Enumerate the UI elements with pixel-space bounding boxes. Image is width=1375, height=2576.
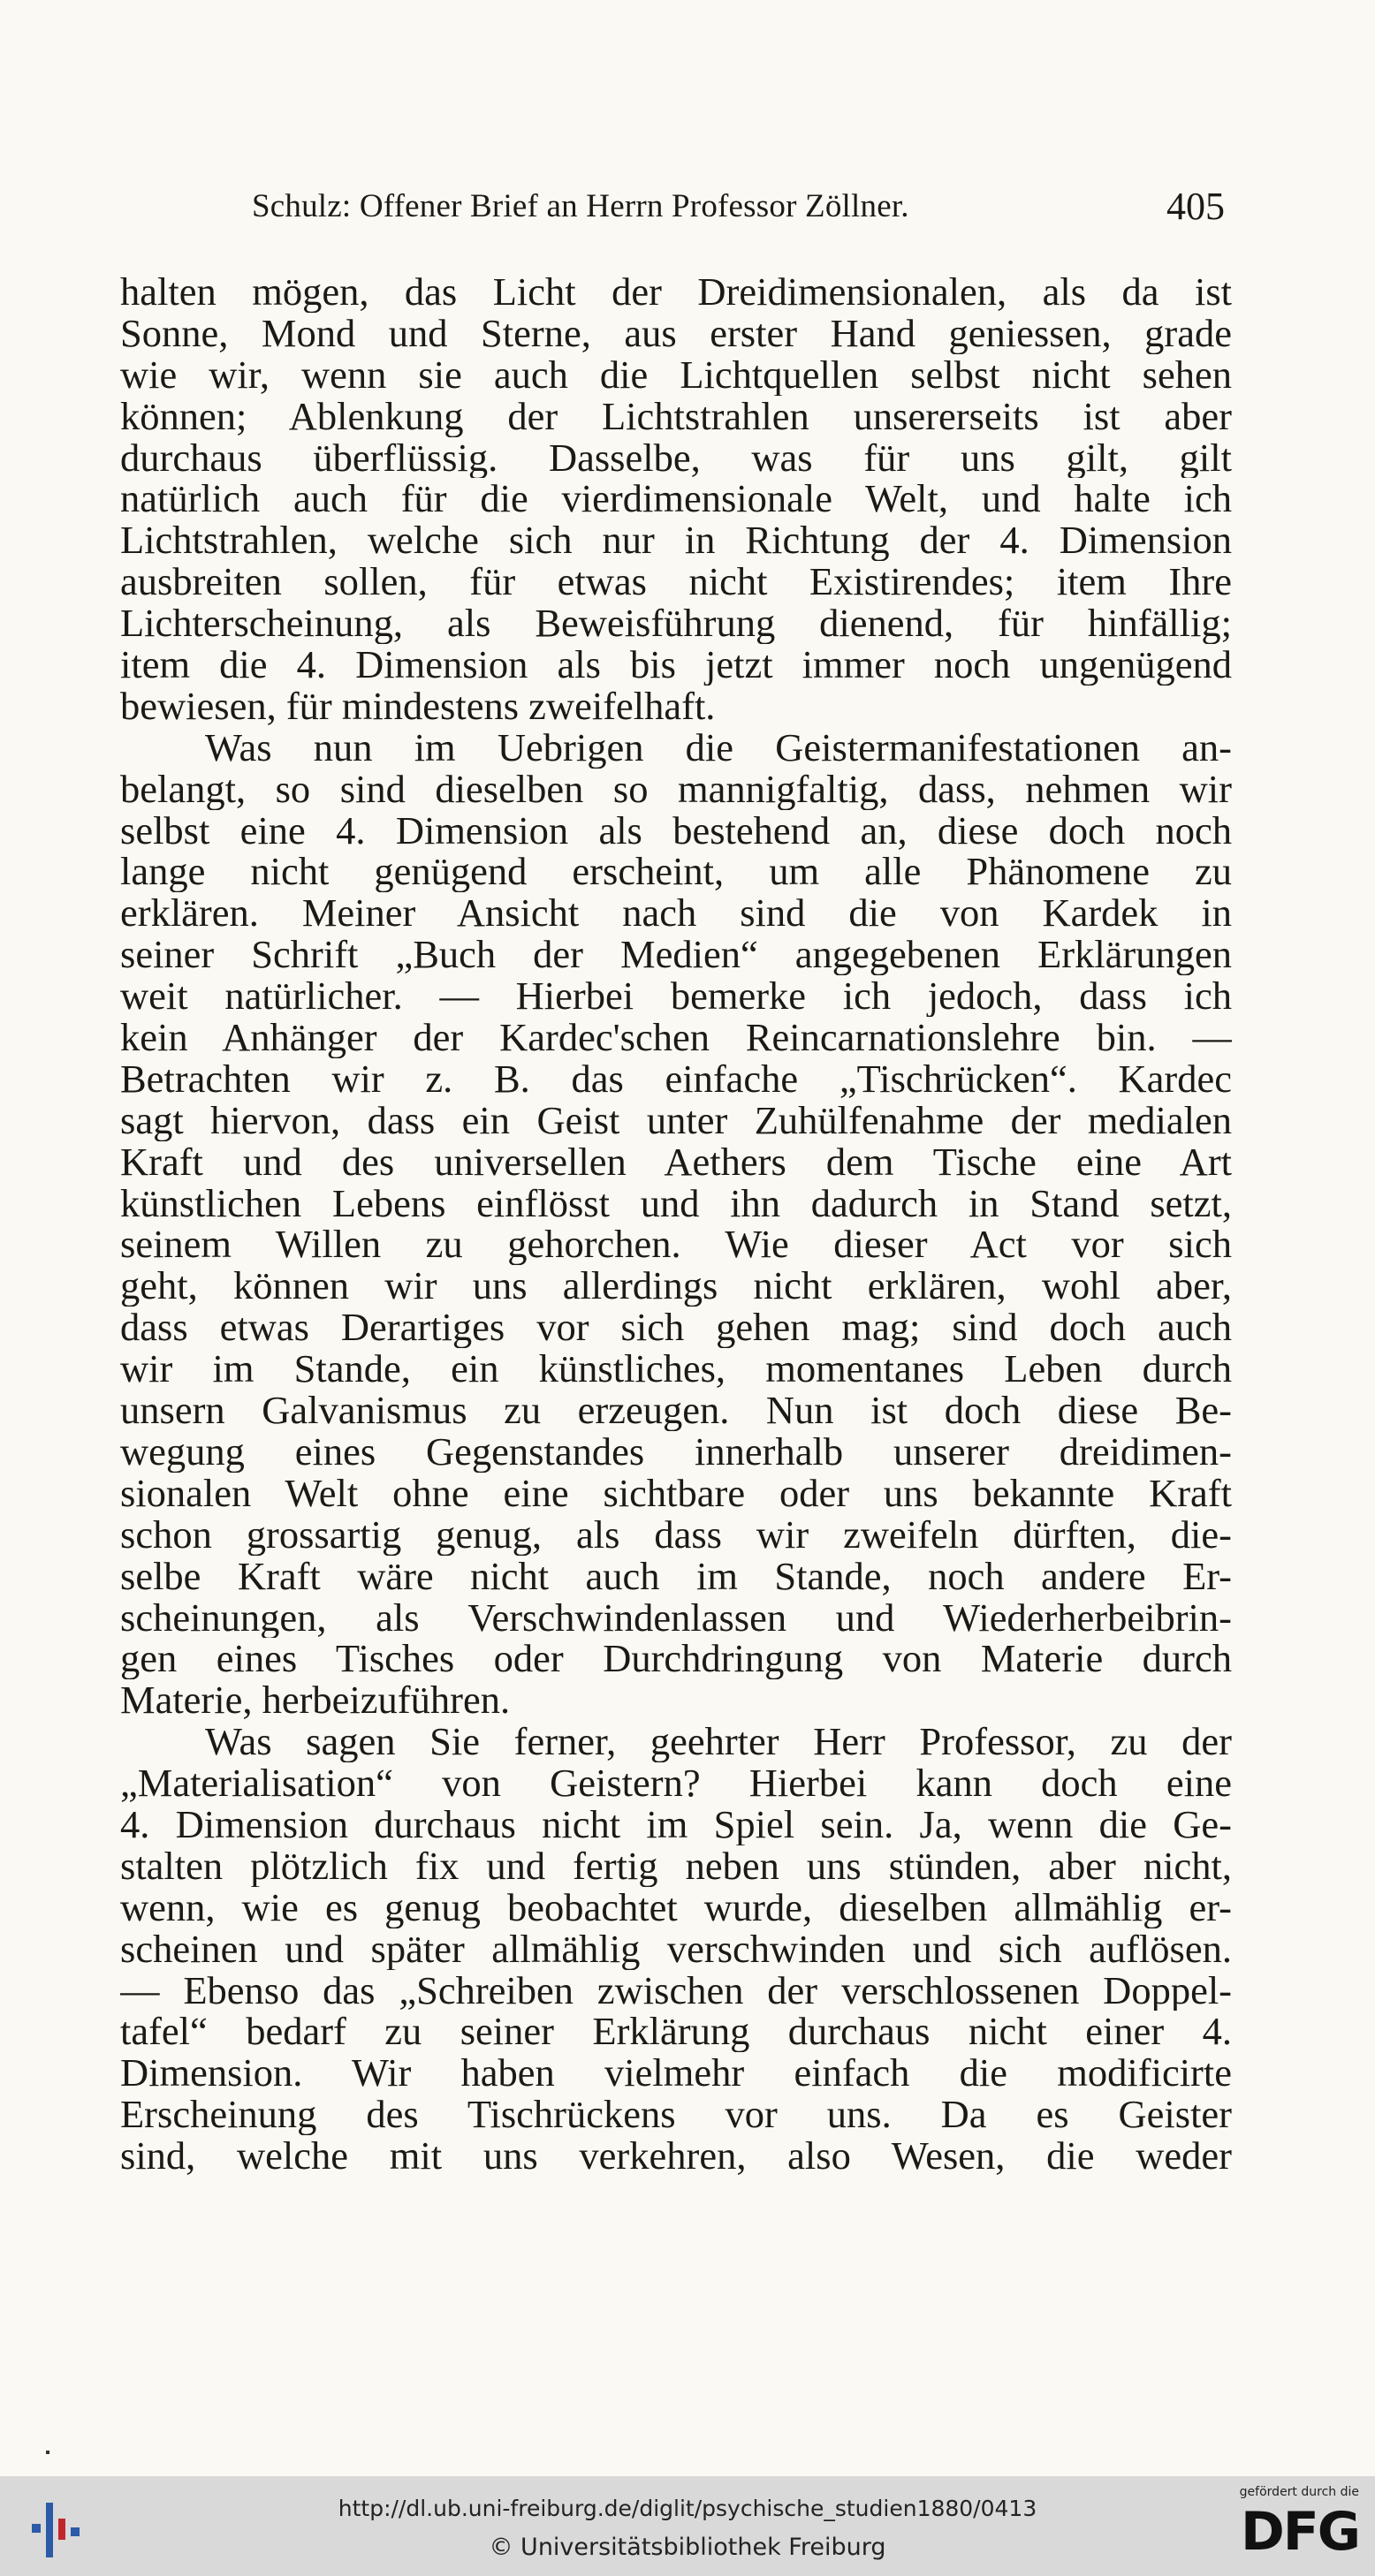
- body-text: [120, 271, 1232, 2177]
- paragraph-end-line: bewiesen, für mindestens zweifelhaft.: [120, 685, 716, 727]
- page-number: 405: [1166, 185, 1225, 228]
- dfg-logo: DFG: [1240, 2501, 1359, 2563]
- text-line: wie wir, wenn sie auch die Lichtquellen selbst nicht sehen: [120, 353, 1232, 396]
- paragraph-end-line: Materie, herbeizuführen.: [120, 1679, 511, 1722]
- text-line: — Ebenso das „Schreiben zwischen der verschlossenen Doppel-: [120, 1969, 1232, 2012]
- text-line: künstlichen Lebens einflösst und ihn dadurch in Stand setzt,: [120, 1182, 1232, 1224]
- text-line: Sonne, Mond und Sterne, aus erster Hand geniessen, grade: [120, 312, 1232, 354]
- text-line: halten mögen, das Licht der Dreidimensionalen, als da ist: [120, 271, 1232, 313]
- text-line: geht, können wir uns allerdings nicht erklären, wohl aber,: [120, 1265, 1232, 1307]
- text-line: scheinen und später allmählig verschwinden und sich auflösen.: [120, 1928, 1232, 1970]
- text-line: sionalen Welt ohne eine sichtbare oder uns bekannte Kraft: [120, 1472, 1232, 1514]
- text-line: erklären. Meiner Ansicht nach sind die von Kardek in: [120, 892, 1232, 935]
- running-title: Schulz: Offener Brief an Herrn Professor Zöllner.: [252, 188, 909, 224]
- text-line: Dimension. Wir haben vielmehr einfach die modificirte: [120, 2052, 1232, 2095]
- text-line: Lichterscheinung, als Beweisführung dienend, für hinfällig;: [120, 602, 1232, 645]
- footer-copyright: © Universitätsbibliothek Freiburg: [489, 2534, 886, 2561]
- scan-speck: [46, 2451, 49, 2454]
- text-line: wir im Stande, ein künstliches, momentanes Leben durch: [120, 1348, 1232, 1390]
- paragraph-start-line: Was sagen Sie ferner, geehrter Herr Professor, zu der: [205, 1721, 1232, 1763]
- paragraph-start-line: Was nun im Uebrigen die Geistermanifestationen an-: [205, 726, 1232, 769]
- text-line: ausbreiten sollen, für etwas nicht Existirendes; item Ihre: [120, 561, 1232, 603]
- text-line: lange nicht genügend erscheint, um alle Phänomene zu: [120, 851, 1232, 893]
- text-line: gen eines Tisches oder Durchdringung von Materie durch: [120, 1638, 1232, 1680]
- text-line: unsern Galvanismus zu erzeugen. Nun ist doch diese Be-: [120, 1390, 1232, 1431]
- text-line: natürlich auch für die vierdimensionale Welt, und halte ich: [120, 478, 1232, 520]
- text-line: sagt hiervon, dass ein Geist unter Zuhülfenahme der medialen: [120, 1099, 1232, 1141]
- text-line: seiner Schrift „Buch der Medien“ angegebenen Erklärungen: [120, 934, 1232, 976]
- text-line: dass etwas Derartiges vor sich gehen mag; sind doch auch: [120, 1307, 1232, 1349]
- text-line: item die 4. Dimension als bis jetzt immer noch ungenügend: [120, 644, 1232, 686]
- text-line: kein Anhänger der Kardec'schen Reincarnationslehre bin. —: [120, 1017, 1232, 1058]
- text-line: schon grossartig genug, als dass wir zweifeln dürften, die-: [120, 1513, 1232, 1556]
- text-line: wegung eines Gegenstandes innerhalb unserer dreidimen-: [120, 1430, 1232, 1473]
- text-line: Lichtstrahlen, welche sich nur in Richtung der 4. Dimension: [120, 519, 1232, 562]
- text-line: Betrachten wir z. B. das einfache „Tischrücken“. Kardec: [120, 1057, 1232, 1100]
- text-line: tafel“ bedarf zu seiner Erklärung durchaus nicht einer 4.: [120, 2011, 1232, 2053]
- text-line: sind, welche mit uns verkehren, also Wesen, die weder: [120, 2135, 1232, 2177]
- footer-bar: [0, 2476, 1375, 2576]
- text-line: Erscheinung des Tischrückens vor uns. Da es Geister: [120, 2094, 1232, 2136]
- text-line: selbe Kraft wäre nicht auch im Stande, noch andere Er-: [120, 1555, 1232, 1597]
- text-line: wenn, wie es genug beobachtet wurde, dieselben allmählig er-: [120, 1886, 1232, 1928]
- text-line: weit natürlicher. — Hierbei bemerke ich jedoch, dass ich: [120, 975, 1232, 1018]
- footer-url-link[interactable]: http://dl.ub.uni-freiburg.de/diglit/psychische_studien1880/0413: [338, 2496, 1037, 2521]
- text-line: belangt, so sind dieselben so mannigfaltig, dass, nehmen wir: [120, 768, 1232, 810]
- text-line: 4. Dimension durchaus nicht im Spiel sein. Ja, wenn die Ge-: [120, 1803, 1232, 1845]
- text-line: können; Ablenkung der Lichtstrahlen unsererseits ist aber: [120, 395, 1232, 437]
- text-line: durchaus überflüssig. Dasselbe, was für uns gilt, gilt: [120, 436, 1232, 479]
- text-line: selbst eine 4. Dimension als bestehend an, diese doch noch: [120, 809, 1232, 852]
- funding-note: gefördert durch die: [1239, 2485, 1359, 2499]
- text-line: stalten plötzlich fix und fertig neben uns stünden, aber nicht,: [120, 1845, 1232, 1887]
- text-line: „Materialisation“ von Geistern? Hierbei kann doch eine: [120, 1762, 1232, 1804]
- text-line: seinem Willen zu gehorchen. Wie dieser Act vor sich: [120, 1224, 1232, 1266]
- text-line: Kraft und des universellen Aethers dem Tische eine Art: [120, 1140, 1232, 1183]
- text-line: scheinungen, als Verschwindenlassen und Wiederherbeibrin-: [120, 1596, 1232, 1639]
